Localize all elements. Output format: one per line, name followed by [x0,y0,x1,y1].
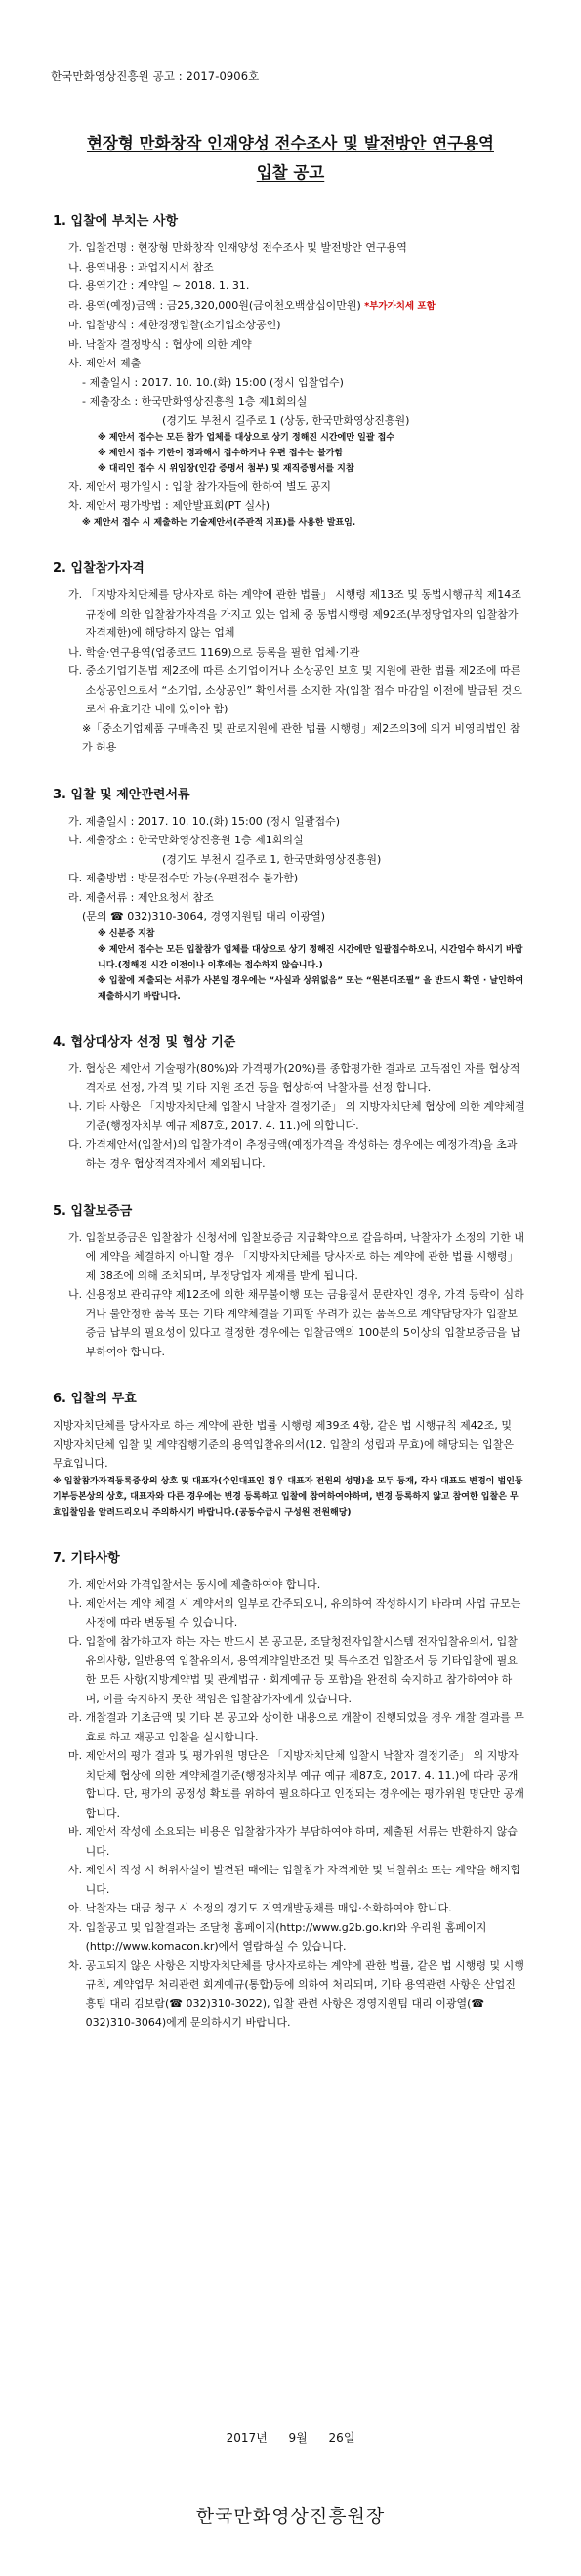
vat-included-note: *부가가치세 포함 [364,300,436,312]
s4-na: 나. 기타 사항은 「지방자치단체 입찰시 낙찰자 결정기준」 의 지방자치단체 협상에 의한 계약체결기준(행정자치부 예규 제87호, 2017. 4. 11.)에 의합니다. [68,1099,525,1132]
s3-na: 나. 제출장소 : 한국만화영상진흥원 1층 제1회의실 [68,834,304,846]
s1-note-2: ※ 제안서 접수 기한이 경과해서 접수하거나 우편 접수는 불가함 [98,449,344,458]
s3-da: 다. 제출방법 : 방문접수만 가능(우편접수 불가함) [68,872,299,884]
title-line-2: 입찰 공고 [256,163,325,182]
s7-item: 마. 제안서의 평가 결과 및 평가위원 명단은 「지방자치단체 입찰시 낙찰자 결정기준」 의 지방자치단체 협상에 의한 계약체결기준(행정자치부 예규 예규 제87호, 2017. 4. 11.)에 따라 공개합니다. 단, 평가의 공정성 확보를 위하여 필요하다고 인정되는 경우에는 평가위원 명단만 공개합니다. [68,1749,524,1820]
s1-ra: 라. 용역(예정)금액 : 금25,320,000원(금이천오백삼십이만원) *부가가치세 포함 [68,298,436,312]
notice-title [39,129,542,188]
section-6-heading: 6. 입찰의 무효 [53,1392,137,1406]
s1-note-3: ※ 대리인 접수 시 위임장(인감 증명서 첨부) 및 재직증명서를 지참 [98,464,354,474]
s1-ah: 자. 제안서 평가일시 : 입찰 참가자들에 한하여 별도 공지 [68,480,331,493]
section-4 [53,1032,525,1174]
s1-sa: 사. 제안서 제출 [68,357,142,369]
s7-item: 아. 낙찰자는 대금 청구 시 소정의 경기도 지역개발공채를 매입·소화하여야 합니다. [68,1902,452,1914]
section-5-heading: 5. 입찰보증금 [53,1203,133,1219]
s1-da: 다. 용역기간 : 계약일 ~ 2018. 1. 31. [68,279,250,292]
s1-address: (경기도 부천시 길주로 1 (상동, 한국만화영상진흥원) [162,413,410,427]
section-1-heading: 1. 입찰에 부치는 사항 [53,214,179,229]
s2-note: ※「중소기업제품 구매촉진 및 판로지원에 관한 법률 시행령」제2조의3에 의거 비영리법인 참가 허용 [82,721,520,753]
s7-item: 차. 공고되지 않은 사항은 지방자치단체를 당사자로하는 계약에 관한 법률, 같은 법 시행령 및 시행규칙, 계약업무 처리관련 회계예규(통합)등에 의하여 처리되며, 기타 용역관련 사항은 산업진흥팀 대리 김보람(☎ 032)310-3022), 입찰 관련 사항은 경영지원팀 대리 이광열(☎ 032)310-3064)에게 문의하시기 바랍니다. [68,1958,524,2029]
title-line-1: 현장형 만화창작 인재양성 전수조사 및 발전방안 연구용역 [86,134,494,152]
s3-contact: (문의 ☎ 032)310-3064, 경영지원팀 대리 이광열) [82,910,326,923]
section-4-heading: 4. 협상대상자 선정 및 협상 기준 [53,1034,236,1050]
s7-item: 자. 입찰공고 및 입찰결과는 조달청 홈페이지(http://www.g2b.go.kr)와 우리원 홈페이지(http://www.komacon.kr)에서 열람하실 수 있습니다. [68,1920,487,1953]
s2-ga: 가. 「지방자치단체를 당사자로 하는 계약에 관한 법률」 시행령 제13조 및 동법시행규칙 제14조 규정에 의한 입찰참가자격을 가지고 있는 업체 중 동법시행령 제92조(부정당업자의 입찰참가자격제한)에 해당하지 않는 업체 [68,588,521,639]
s4-ga: 가. 협상은 제안서 기술평가(80%)와 가격평가(20%)를 종합평가한 결과로 고득점인 자를 협상적격자로 선정, 가격 및 기타 지원 조건 등을 협상하여 낙찰자를 선정 합니다. [68,1061,520,1094]
s7-item: 라. 개찰결과 기초금액 및 기타 본 공고와 상이한 내용으로 개찰이 진행되었을 경우 개찰 결과를 무효로 하고 재공고 입찰을 실시합니다. [68,1711,524,1743]
section-5 [53,1201,525,1362]
s1-ga: 가. 입찰건명 : 현장형 만화창작 인재양성 전수조사 및 발전방안 연구용역 [68,241,407,254]
s2-na: 나. 학술·연구용역(업종코드 1169)으로 등록을 필한 업체·기관 [68,645,360,659]
s2-da: 다. 중소기업기본법 제2조에 따른 소기업이거나 소상공인 보호 및 지원에 관한 법률 제2조에 따른 소상공인으로서 “소기업, 소상공인” 확인서를 소지한 자(입찰 접수 마감일 이전에 발급된 것으로서 유효기간 내에 있어야 함) [68,665,522,715]
s3-note-1: ※ 신분증 지참 [98,928,155,939]
s3-note-2: ※ 제안서 접수는 모든 입찰참가 업체를 대상으로 상기 정해진 시간에만 일괄접수하오니, 시간엄수 하시기 바랍니다.(정해진 시간 이전이나 이후에는 접수하지 않습니다.) [98,944,523,970]
s1-note-1: ※ 제안서 접수는 모든 참가 업체를 대상으로 상기 정해진 시간에만 일괄 접수 [98,433,395,443]
s5-ga: 가. 입찰보증금은 입찰참가 신청서에 입찰보증금 지급확약으로 갈음하며, 낙찰자가 소정의 기한 내에 계약을 체결하지 아니할 경우 「지방자치단체를 당사자로 하는 계약에 관한 법률 시행령」 제 38조에 의해 조치되며, 부정당업자 제재를 받게 됩니다. [68,1230,525,1282]
s1-sa-1: - 제출일시 : 2017. 10. 10.(화) 15:00 (정시 입찰업수) [82,375,344,389]
s5-na: 나. 신용정보 관리규약 제12조에 의한 채무불이행 또는 금융질서 문란자인 경우, 가격 등락이 심하거나 불안정한 품목 또는 기타 계약체결을 기피할 우려가 있는 품목으로 계약담당자가 입찰보증금 납부의 필요성이 있다고 결정한 경우에는 입찰금액의 100분의 5이상의 입찰보증금을 납부하여야 합니다. [68,1288,524,1358]
s3-ra: 라. 제출서류 : 제안요청서 참조 [68,890,214,904]
issuing-organization: 한국만화영상진흥원장 [195,2506,386,2527]
section-3 [53,785,525,1005]
section-1 [53,211,525,531]
s4-da: 다. 가격제안서(입찰서)의 입찰가격이 추정금액(예정가격을 작성하는 경우에는 예정가격)을 초과하는 경우 협상적격자에서 제외됩니다. [68,1138,518,1170]
section-3-heading: 3. 입찰 및 제안관련서류 [53,787,190,802]
s6-note: ※ 입찰참가자격등록증상의 상호 및 대표자(수인대표인 경우 대표자 전원의 성명)을 모두 등재, 각사 대표도 변경이 법인등기부등본상의 상호, 대표자와 다른 경우에는 변경 등록하고 입찰에 참여하여야하며, 변경 등록하지 않고 참여한 입찰은 무효입찰임을 알려드리오니 주의하시기 바랍니다.(공동수급시 구성원 전원해당) [53,1476,523,1518]
section-7-heading: 7. 기타사항 [53,1550,120,1566]
s7-item: 바. 제안서 작성에 소요되는 비용은 입찰참가자가 부담하여야 하며, 제출된 서류는 반환하지 않습니다. [68,1825,518,1858]
s7-item: 나. 제안서는 계약 체결 시 계약서의 일부로 간주되오니, 유의하여 작성하시기 바라며 사업 규모는 사정에 따라 변동될 수 있습니다. [68,1597,521,1629]
s1-sa-2: - 제출장소 : 한국만화영상진흥원 1층 제1회의실 [82,395,308,408]
section-2 [53,558,525,757]
s1-ma: 마. 입찰방식 : 제한경쟁입찰(소기업소상공인) [68,319,281,331]
s3-note-3: ※ 입찰에 제출되는 서류가 사본일 경우에는 “사실과 상위없음” 또는 “원본대조필” 을 반드시 확인 · 날인하여 제출하시기 바랍니다. [98,975,524,1002]
s3-address: (경기도 부천시 길주로 1, 한국만화영상진흥원) [162,852,382,866]
s3-ga: 가. 제출일시 : 2017. 10. 10.(화) 15:00 (정시 일괄접수) [68,814,341,828]
s1-cha: 차. 제안서 평가방법 : 제안발표회(PT 실사) [68,498,270,512]
s6-text: 지방자치단체를 당사자로 하는 계약에 관한 법률 시행령 제39조 4항, 같은 법 시행규칙 제42조, 및 지방자치단체 입찰 및 계약집행기준의 용역입찰유의서(12. 입찰의 성립과 무효)에 해당되는 입찰은 무효입니다. [53,1419,514,1470]
s1-note-last: ※ 제안서 접수 시 제출하는 기술제안서(주관적 지표)를 사용한 발표임. [82,518,356,528]
section-2-heading: 2. 입찰참가자격 [53,561,145,576]
notice-number: 한국만화영상진흥원 공고 : 2017-0906호 [51,69,260,83]
notice-date: 2017년 9월 26일 [226,2431,355,2445]
s1-ba: 바. 낙찰자 결정방식 : 협상에 의한 계약 [68,337,252,351]
s1-na: 나. 용역내용 : 과업지시서 참조 [68,260,214,274]
section-6 [53,1389,525,1521]
notice-body [53,211,525,2033]
s7-item: 다. 입찰에 참가하고자 하는 자는 반드시 본 공고문, 조달청전자입찰시스템 전자입찰유의서, 입찰유의사항, 일반용역 입찰유의서, 용역계약일반조건 및 특수조건 입찰조서 등 기타입찰에 필요한 모든 사항(지방계약법 및 관계법규 · 회계예규 등 포함)을 완전히 숙지하고 참가하여야 하며, 이를 숙지하지 못한 책임은 입찰참가자에게 있습니다. [68,1635,518,1705]
s7-item: 가. 제안서와 가격입찰서는 동시에 제출하여야 합니다. [68,1577,321,1591]
s7-item: 사. 제안서 작성 시 허위사실이 발견된 때에는 입찰참가 자격제한 및 낙찰취소 또는 계약을 해지합니다. [68,1864,521,1896]
section-7 [53,1548,525,2033]
